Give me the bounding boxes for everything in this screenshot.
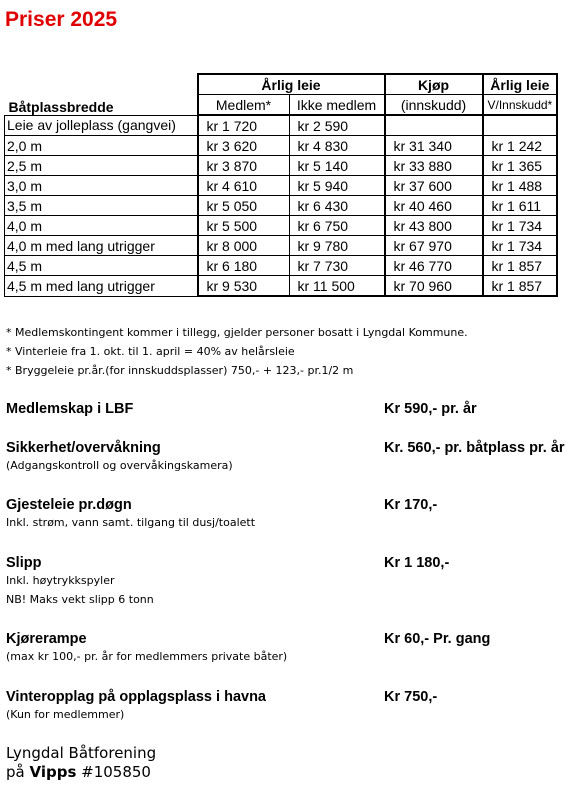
table-row: [5, 115, 558, 136]
footer-vipps: [6, 763, 156, 782]
cell-ikke-medlem: kr 5 940: [289, 176, 385, 196]
cell-medlem: kr 5 500: [198, 216, 290, 236]
table-row: [5, 256, 558, 276]
footnote: * Bryggeleie pr.år.(for innskuddsplasser) 750,- + 123,- pr.1/2 m: [6, 364, 354, 377]
price-table: [4, 73, 558, 297]
subheader-innskudd: (innskudd): [385, 95, 483, 116]
cell-innskudd: kr 1 488: [483, 176, 558, 196]
service-price: Kr 590,- pr. år: [384, 401, 477, 417]
cell-kjop: kr 43 800: [385, 216, 483, 236]
service-desc: (max kr 100,- pr. år for medlemmers private båter): [6, 650, 288, 663]
cell-innskudd: kr 1 365: [483, 156, 558, 176]
cell-kjop: kr 70 960: [385, 276, 483, 297]
footnote: * Vinterleie fra 1. okt. til 1. april = 40% av helårsleie: [6, 345, 295, 358]
table-row: [5, 196, 558, 216]
service-desc: Inkl. høytrykkspyler: [6, 574, 115, 587]
cell-ikke-medlem: kr 7 730: [289, 256, 385, 276]
header-arlig-leie-innskudd: Årlig leie: [483, 74, 558, 95]
cell-innskudd: kr 1 734: [483, 236, 558, 256]
row-label: 4,5 m med lang utrigger: [5, 276, 198, 297]
table-group-header-row: [5, 74, 558, 95]
cell-ikke-medlem: kr 11 500: [289, 276, 385, 297]
cell-innskudd: kr 1 857: [483, 256, 558, 276]
cell-kjop: kr 46 770: [385, 256, 483, 276]
subheader-medlem: Medlem*: [198, 95, 290, 116]
service-slipp: [6, 555, 154, 609]
service-kjorerampe: [6, 631, 287, 666]
footer-org-name: Lyngdal Båtforening: [6, 744, 157, 762]
cell-kjop: kr 67 970: [385, 236, 483, 256]
cell-medlem: kr 1 720: [198, 115, 290, 136]
cell-medlem: kr 6 180: [198, 256, 290, 276]
table-sub-header-row: [5, 95, 558, 116]
row-label: 2,5 m: [5, 156, 198, 176]
footer-vipps-number: #105850: [76, 763, 151, 781]
row-label: 4,5 m: [5, 256, 198, 276]
cell-kjop: kr 31 340: [385, 136, 483, 156]
footnote: * Medlemskontingent kommer i tillegg, gjelder personer bosatt i Lyngdal Kommune.: [6, 326, 468, 339]
service-desc: NB! Maks vekt slipp 6 tonn: [6, 593, 154, 606]
table-row: [5, 176, 558, 196]
cell-kjop: kr 40 460: [385, 196, 483, 216]
table-row: [5, 156, 558, 176]
cell-medlem: kr 4 610: [198, 176, 290, 196]
cell-ikke-medlem: kr 2 590: [289, 115, 385, 136]
service-desc: Inkl. strøm, vann samt. tilgang til dusj/toalett: [6, 516, 256, 529]
footnotes: [6, 323, 468, 380]
service-medlemskap: [6, 401, 133, 417]
cell-kjop: kr 37 600: [385, 176, 483, 196]
row-label: 2,0 m: [5, 136, 198, 156]
cell-innskudd: [483, 115, 558, 136]
service-name: Slipp: [6, 555, 42, 571]
service-vinteropplag: [6, 689, 266, 724]
service-name: Sikkerhet/overvåkning: [6, 440, 161, 456]
row-label: 3,5 m: [5, 196, 198, 216]
header-kjop: Kjøp: [385, 74, 483, 95]
cell-innskudd: kr 1 857: [483, 276, 558, 297]
footer-vipps-label: Vipps: [29, 763, 77, 781]
service-name: Vinteropplag på opplagsplass i havna: [6, 689, 266, 705]
footer: [6, 744, 156, 782]
cell-innskudd: kr 1 734: [483, 216, 558, 236]
subheader-ikke-medlem: Ikke medlem: [289, 95, 385, 116]
cell-medlem: kr 8 000: [198, 236, 290, 256]
table-row: [5, 276, 558, 297]
table-corner: [5, 74, 198, 95]
cell-ikke-medlem: kr 9 780: [289, 236, 385, 256]
service-desc: (Kun for medlemmer): [6, 708, 125, 721]
service-price: Kr. 560,- pr. båtplass pr. år: [384, 440, 565, 456]
service-price: Kr 170,-: [384, 497, 438, 513]
cell-kjop: kr 33 880: [385, 156, 483, 176]
row-label: 4,0 m: [5, 216, 198, 236]
service-name: Gjesteleie pr.døgn: [6, 497, 132, 513]
cell-innskudd: kr 1 611: [483, 196, 558, 216]
row-header-batplassbredde: Båtplassbredde: [5, 95, 198, 116]
row-label: 4,0 m med lang utrigger: [5, 236, 198, 256]
header-arlig-leie: Årlig leie: [198, 74, 385, 95]
service-name: Medlemskap i LBF: [6, 401, 134, 417]
footer-vipps-prefix: på: [6, 763, 30, 781]
service-price: Kr 60,- Pr. gang: [384, 631, 491, 647]
service-desc: (Adgangskontroll og overvåkingskamera): [6, 459, 233, 472]
row-label: Leie av jolleplass (gangvei): [5, 115, 198, 136]
row-label: 3,0 m: [5, 176, 198, 196]
cell-ikke-medlem: kr 4 830: [289, 136, 385, 156]
cell-innskudd: kr 1 242: [483, 136, 558, 156]
cell-kjop: [385, 115, 483, 136]
service-sikkerhet: [6, 440, 233, 475]
cell-medlem: kr 5 050: [198, 196, 290, 216]
service-price: Kr 1 180,-: [384, 555, 450, 571]
cell-ikke-medlem: kr 6 430: [289, 196, 385, 216]
service-price: Kr 750,-: [384, 689, 438, 705]
table-row: [5, 136, 558, 156]
cell-ikke-medlem: kr 5 140: [289, 156, 385, 176]
cell-medlem: kr 3 870: [198, 156, 290, 176]
table-row: [5, 216, 558, 236]
service-gjesteleie: [6, 497, 255, 532]
cell-medlem: kr 3 620: [198, 136, 290, 156]
service-name: Kjørerampe: [6, 631, 87, 647]
subheader-v-innskudd: V/Innskudd*: [483, 95, 558, 116]
cell-medlem: kr 9 530: [198, 276, 290, 297]
table-row: [5, 236, 558, 256]
cell-ikke-medlem: kr 6 750: [289, 216, 385, 236]
page-title: Priser 2025: [5, 8, 118, 31]
